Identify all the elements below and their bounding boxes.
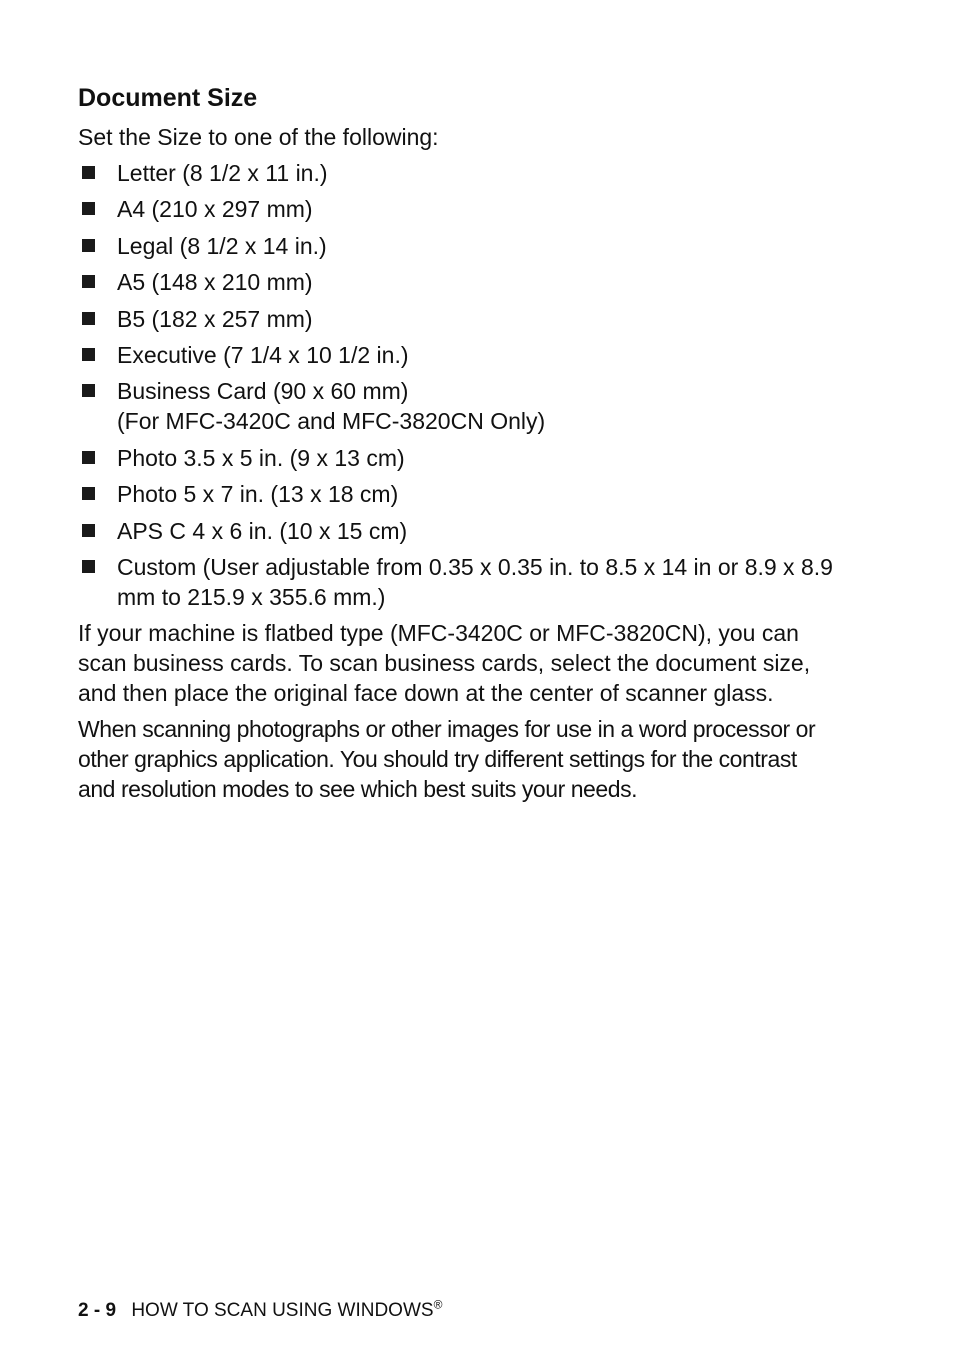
list-item-label: A4 (210 x 297 mm) bbox=[117, 196, 313, 223]
section-heading: Document Size bbox=[78, 84, 258, 112]
list-item bbox=[78, 304, 838, 334]
list-item-label: Custom (User adjustable from 0.35 x 0.35 in. to 8.5 x 14 in or 8.9 x 8.9 mm to 215.9 x 355.6 mm.) bbox=[117, 553, 833, 610]
square-bullet-icon bbox=[82, 166, 95, 179]
list-item bbox=[78, 267, 838, 297]
list-item-label: A5 (148 x 210 mm) bbox=[117, 269, 313, 296]
list-item bbox=[78, 231, 838, 261]
list-item-label: Photo 5 x 7 in. (13 x 18 cm) bbox=[117, 481, 399, 508]
list-item bbox=[78, 516, 838, 546]
list-item bbox=[78, 340, 838, 370]
square-bullet-icon bbox=[82, 560, 95, 573]
list-item-label: Photo 3.5 x 5 in. (9 x 13 cm) bbox=[117, 444, 405, 471]
list-item-label: APS C 4 x 6 in. (10 x 15 cm) bbox=[117, 517, 408, 544]
list-item-label: Letter (8 1/2 x 11 in.) bbox=[117, 160, 328, 186]
flatbed-paragraph: If your machine is flatbed type (MFC-3420C or MFC-3820CN), you can scan business cards. To scan business cards, select the document size, and then place the original face down at the center of scanner glass. bbox=[78, 620, 811, 707]
square-bullet-icon bbox=[82, 384, 95, 397]
list-item bbox=[78, 194, 838, 224]
square-bullet-icon bbox=[82, 451, 95, 464]
list-item-note: (For MFC-3420C and MFC-3820CN Only) bbox=[117, 408, 546, 435]
list-item-label: Legal (8 1/2 x 14 in.) bbox=[117, 232, 327, 259]
chapter-title: HOW TO SCAN USING WINDOWS bbox=[131, 1300, 434, 1321]
page-number: 2 - 9 bbox=[78, 1300, 117, 1321]
list-item-label: Executive (7 1/4 x 10 1/2 in.) bbox=[117, 341, 409, 368]
square-bullet-icon bbox=[82, 239, 95, 252]
photo-paragraph: When scanning photographs or other images for use in a word processor or other graphics application. You should try different settings for the contrast and resolution modes to see which best suits your needs. bbox=[78, 716, 816, 803]
square-bullet-icon bbox=[82, 524, 95, 537]
list-item-label: Business Card (90 x 60 mm) bbox=[117, 378, 409, 405]
list-item bbox=[78, 552, 838, 612]
registered-mark: ® bbox=[433, 1297, 443, 1312]
square-bullet-icon bbox=[82, 202, 95, 215]
list-item-label: B5 (182 x 257 mm) bbox=[117, 305, 313, 332]
list-item bbox=[78, 376, 838, 436]
list-item bbox=[78, 479, 838, 509]
square-bullet-icon bbox=[82, 275, 95, 288]
section-intro: Set the Size to one of the following: bbox=[78, 124, 439, 150]
document-size-list bbox=[78, 158, 838, 612]
square-bullet-icon bbox=[82, 312, 95, 325]
square-bullet-icon bbox=[82, 487, 95, 500]
square-bullet-icon bbox=[82, 348, 95, 361]
document-page bbox=[78, 82, 838, 810]
page-footer bbox=[78, 1299, 442, 1323]
list-item bbox=[78, 443, 838, 473]
list-item bbox=[78, 158, 838, 188]
